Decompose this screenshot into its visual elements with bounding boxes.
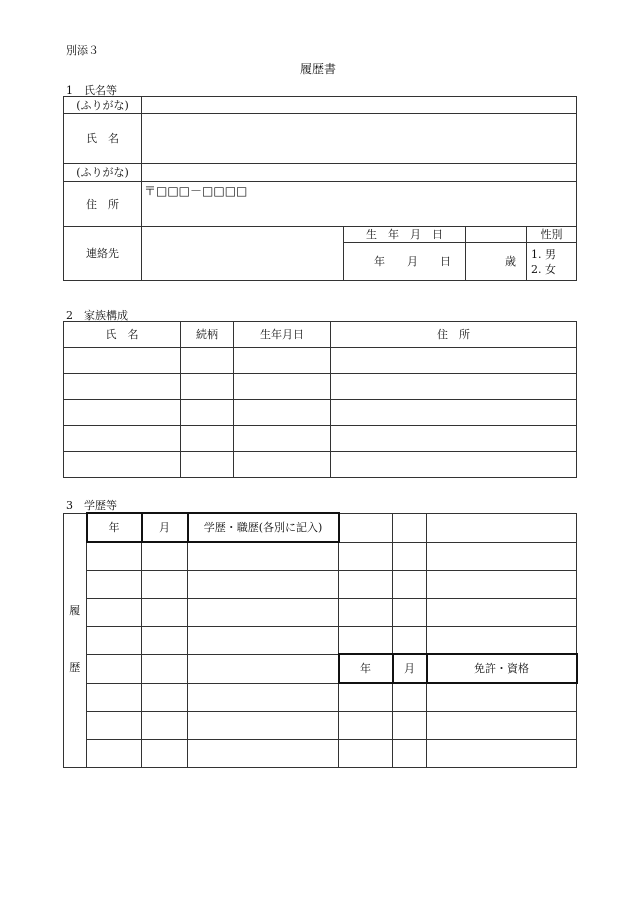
history-cell[interactable] xyxy=(393,626,427,654)
history-cell[interactable] xyxy=(188,598,339,626)
name-input[interactable] xyxy=(142,114,577,164)
family-cell[interactable] xyxy=(331,426,577,452)
family-cell[interactable] xyxy=(64,400,181,426)
table-row xyxy=(64,542,577,570)
section3-heading: 3 学歴等 xyxy=(66,499,117,512)
gender-option-male[interactable]: 1. 男 xyxy=(531,247,556,261)
history-cell[interactable] xyxy=(188,739,339,767)
history-cell[interactable] xyxy=(87,626,142,654)
history-cell[interactable] xyxy=(427,739,577,767)
history-cell[interactable] xyxy=(393,739,427,767)
table-row xyxy=(64,654,577,683)
birthdate-header: 生 年 月 日 xyxy=(344,227,466,243)
history-side-char-1: 履 xyxy=(69,603,81,617)
section2-heading: 2 家族構成 xyxy=(66,309,128,322)
education-col-year: 年 xyxy=(87,513,142,542)
age-unit: 歳 xyxy=(505,255,516,268)
name-label: 氏 名 xyxy=(64,114,142,164)
table-row xyxy=(64,400,577,426)
history-cell[interactable] xyxy=(87,654,142,683)
history-cell[interactable] xyxy=(188,683,339,711)
history-cell[interactable] xyxy=(188,654,339,683)
section1-heading: 1 氏名等 xyxy=(66,84,117,97)
address-label: 住 所 xyxy=(64,182,142,227)
history-cell[interactable] xyxy=(339,739,393,767)
table-row xyxy=(64,739,577,767)
history-cell[interactable] xyxy=(339,626,393,654)
family-cell[interactable] xyxy=(64,374,181,400)
history-cell[interactable] xyxy=(427,683,577,711)
history-cell[interactable] xyxy=(188,711,339,739)
family-col-relation: 続柄 xyxy=(181,322,234,348)
family-cell[interactable] xyxy=(234,452,331,478)
date-units: 年 月 日 xyxy=(374,255,451,268)
gender-options[interactable] xyxy=(527,243,577,281)
history-cell[interactable] xyxy=(142,570,188,598)
family-cell[interactable] xyxy=(64,426,181,452)
history-cell[interactable] xyxy=(142,683,188,711)
family-cell[interactable] xyxy=(181,374,234,400)
history-cell[interactable] xyxy=(339,683,393,711)
family-cell[interactable] xyxy=(181,400,234,426)
history-cell[interactable] xyxy=(339,570,393,598)
history-cell[interactable] xyxy=(427,598,577,626)
table-row xyxy=(64,570,577,598)
family-col-birthdate: 生年月日 xyxy=(234,322,331,348)
history-table xyxy=(63,512,578,768)
history-cell[interactable] xyxy=(188,542,339,570)
family-col-address: 住 所 xyxy=(331,322,577,348)
table-row xyxy=(64,626,577,654)
history-cell[interactable] xyxy=(142,654,188,683)
education-col-content: 学歴・職歴(各別に記入) xyxy=(188,513,339,542)
history-cell[interactable] xyxy=(393,598,427,626)
history-cell[interactable] xyxy=(87,570,142,598)
history-cell[interactable] xyxy=(142,739,188,767)
birthdate-input[interactable] xyxy=(344,243,466,281)
history-cell[interactable] xyxy=(393,570,427,598)
history-cell[interactable] xyxy=(87,542,142,570)
age-header-cell xyxy=(466,227,527,243)
history-cell[interactable] xyxy=(142,542,188,570)
address-furigana-label: (ふりがな) xyxy=(64,164,142,182)
license-col-month: 月 xyxy=(393,654,427,683)
family-cell[interactable] xyxy=(331,400,577,426)
table-row xyxy=(64,426,577,452)
table-row xyxy=(64,598,577,626)
history-cell[interactable] xyxy=(87,683,142,711)
history-cell[interactable] xyxy=(339,513,393,542)
history-cell[interactable] xyxy=(339,598,393,626)
family-cell[interactable] xyxy=(234,374,331,400)
age-input[interactable] xyxy=(466,243,527,281)
license-col-year: 年 xyxy=(339,654,393,683)
history-cell[interactable] xyxy=(87,598,142,626)
table-row xyxy=(64,452,577,478)
family-cell[interactable] xyxy=(331,348,577,374)
license-col-content: 免許・資格 xyxy=(427,654,577,683)
contact-input[interactable] xyxy=(142,227,344,281)
history-side-label xyxy=(64,513,87,767)
family-cell[interactable] xyxy=(234,348,331,374)
table-row xyxy=(64,374,577,400)
document-title: 履歴書 xyxy=(300,62,337,76)
history-cell[interactable] xyxy=(393,513,427,542)
gender-option-female[interactable]: 2. 女 xyxy=(531,262,556,276)
family-cell[interactable] xyxy=(234,400,331,426)
family-cell[interactable] xyxy=(181,348,234,374)
history-cell[interactable] xyxy=(87,739,142,767)
table-row xyxy=(64,348,577,374)
family-cell[interactable] xyxy=(331,374,577,400)
history-cell[interactable] xyxy=(427,711,577,739)
history-cell[interactable] xyxy=(188,570,339,598)
history-cell[interactable] xyxy=(142,626,188,654)
address-input[interactable] xyxy=(142,182,577,227)
education-col-month: 月 xyxy=(142,513,188,542)
family-col-name: 氏 名 xyxy=(64,322,181,348)
history-side-char-2: 歴 xyxy=(69,660,81,674)
history-cell[interactable] xyxy=(393,542,427,570)
postal-code-template: 〒□□□－□□□□ xyxy=(144,184,248,198)
history-cell[interactable] xyxy=(87,711,142,739)
history-cell[interactable] xyxy=(393,711,427,739)
family-cell[interactable] xyxy=(234,426,331,452)
family-table xyxy=(63,321,577,478)
table-row xyxy=(64,711,577,739)
history-cell[interactable] xyxy=(427,513,577,542)
history-cell[interactable] xyxy=(393,683,427,711)
personal-info-table xyxy=(63,96,577,281)
family-cell[interactable] xyxy=(331,452,577,478)
history-cell[interactable] xyxy=(188,626,339,654)
history-cell[interactable] xyxy=(142,711,188,739)
history-cell[interactable] xyxy=(427,542,577,570)
address-furigana-input[interactable] xyxy=(142,164,577,182)
family-cell[interactable] xyxy=(64,348,181,374)
contact-label: 連絡先 xyxy=(64,227,142,281)
family-cell[interactable] xyxy=(181,426,234,452)
name-furigana-label: (ふりがな) xyxy=(64,97,142,114)
history-cell[interactable] xyxy=(339,711,393,739)
gender-header: 性別 xyxy=(527,227,577,243)
history-cell[interactable] xyxy=(427,626,577,654)
name-furigana-input[interactable] xyxy=(142,97,577,114)
history-cell[interactable] xyxy=(339,542,393,570)
family-cell[interactable] xyxy=(64,452,181,478)
history-cell[interactable] xyxy=(427,570,577,598)
attachment-label: 別添３ xyxy=(66,44,99,57)
family-cell[interactable] xyxy=(181,452,234,478)
history-cell[interactable] xyxy=(142,598,188,626)
table-row xyxy=(64,683,577,711)
